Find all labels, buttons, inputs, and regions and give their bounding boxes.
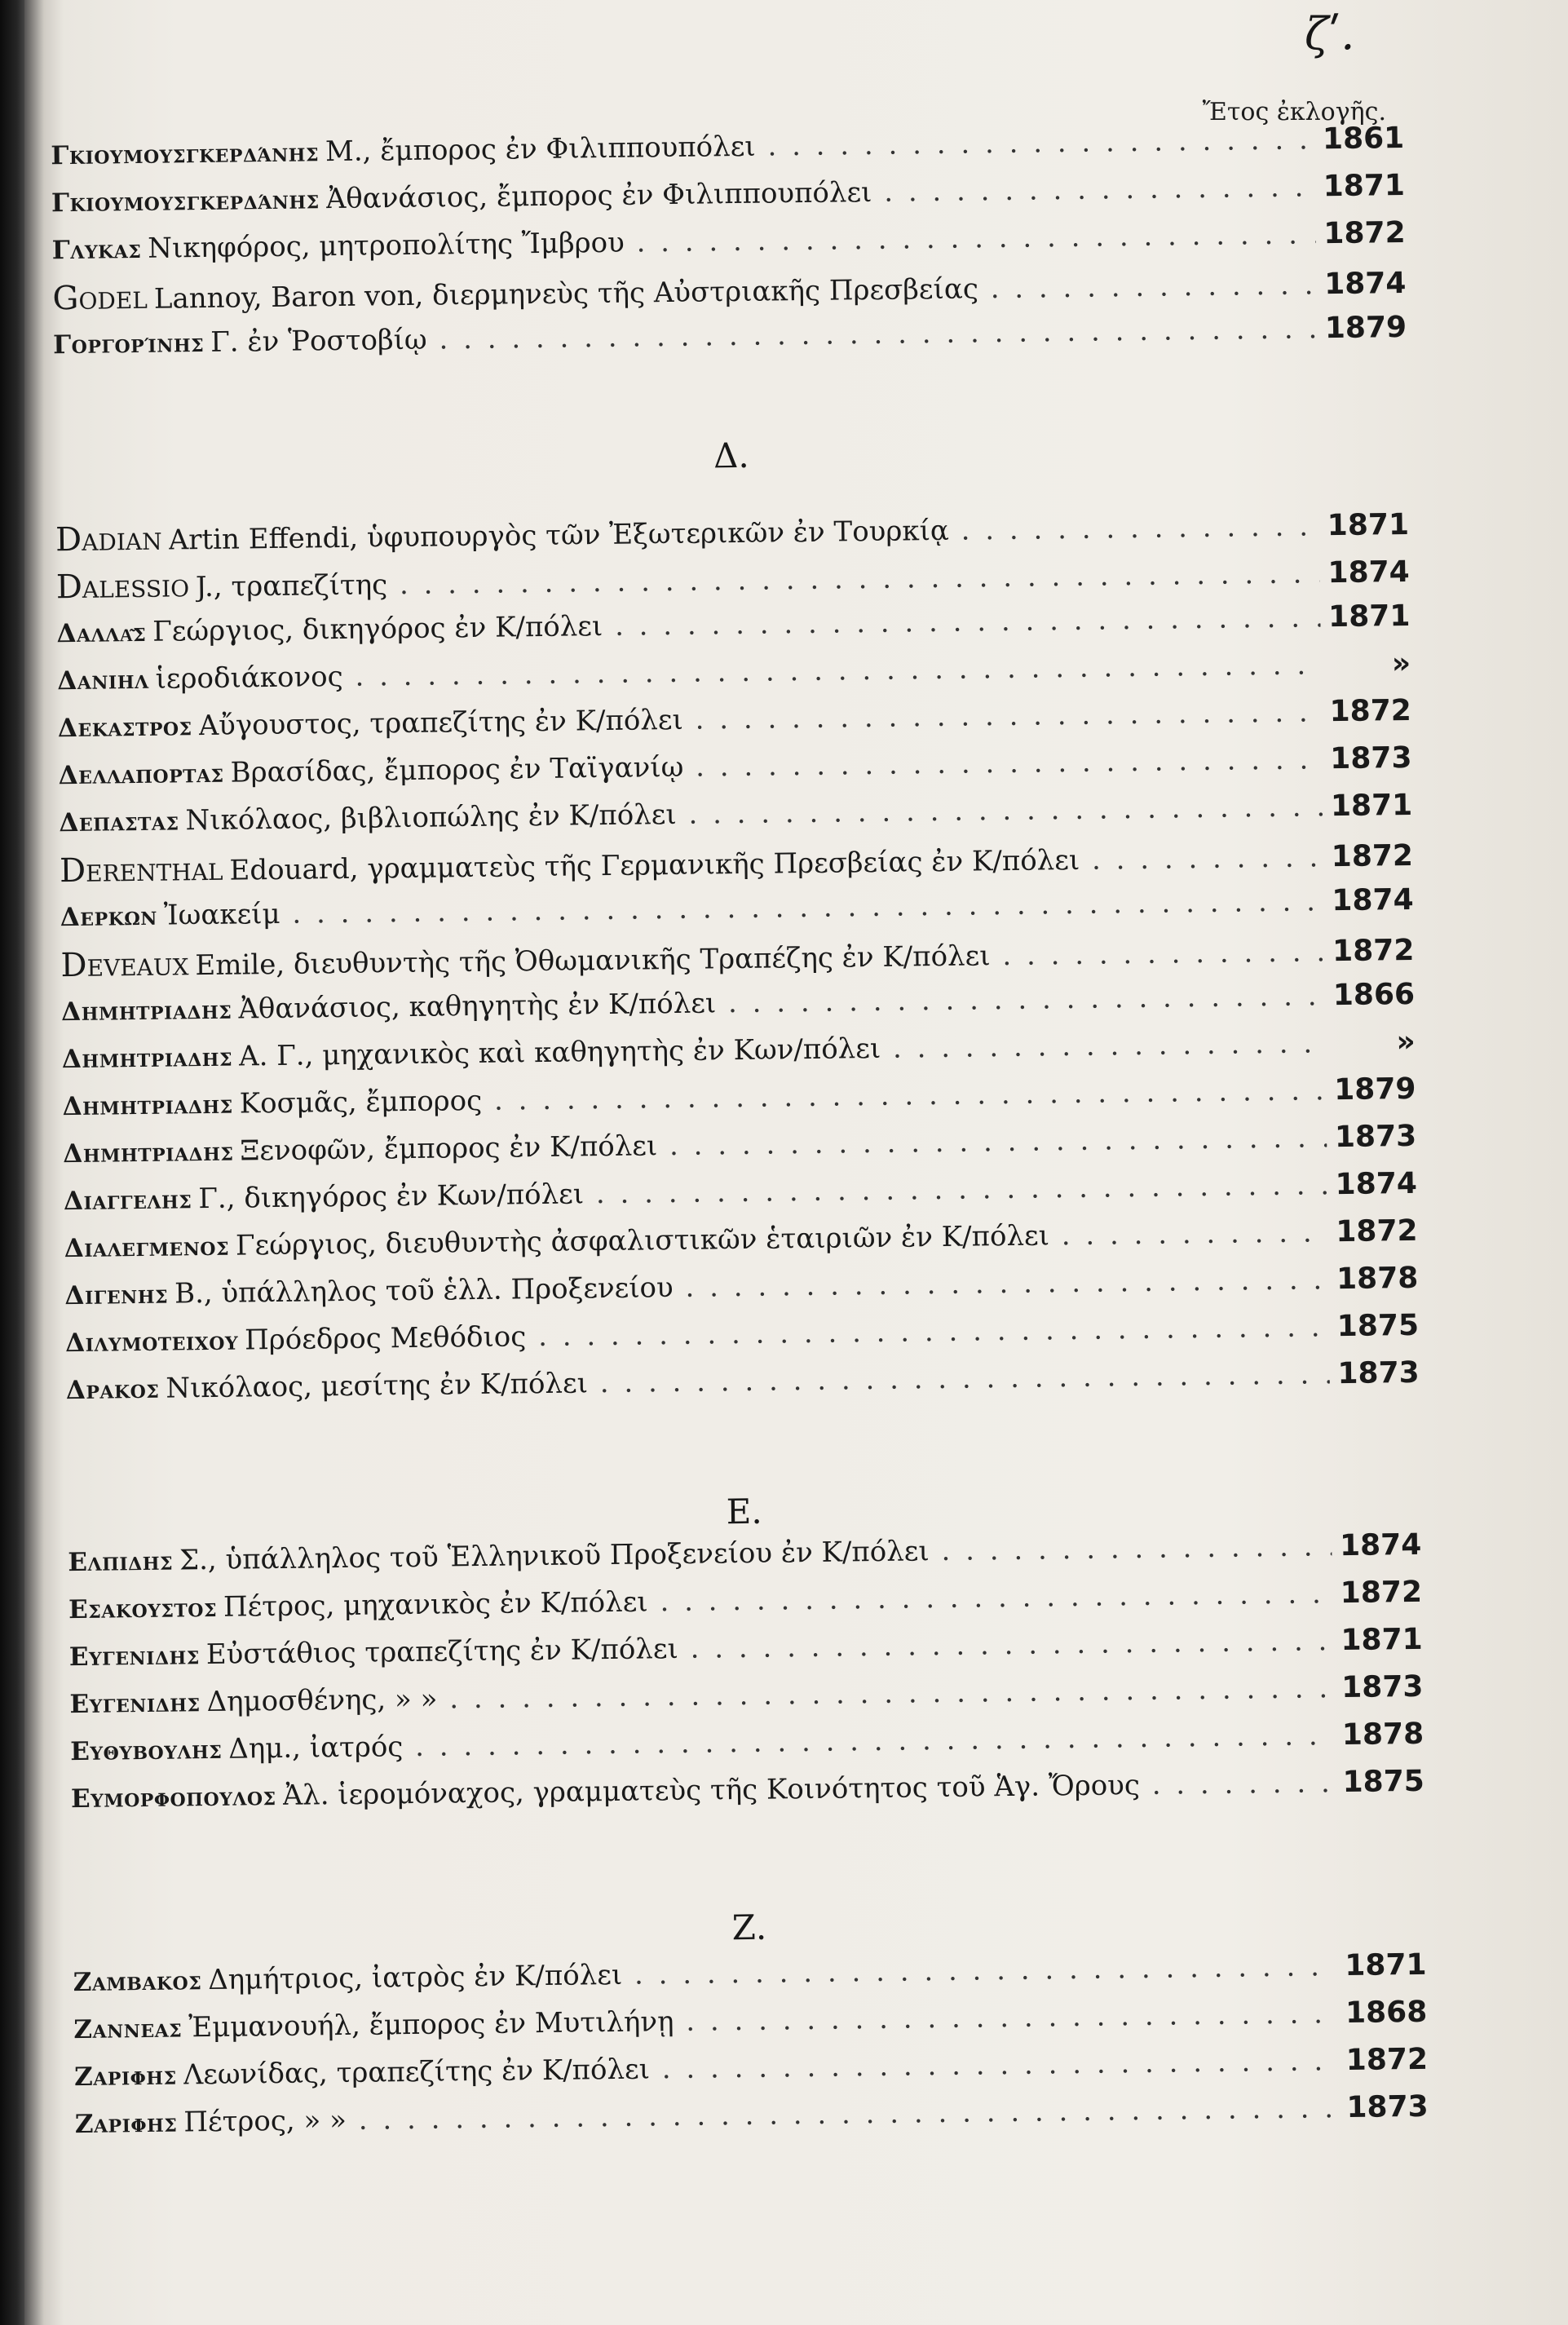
section-heading-zeta: Ζ.: [731, 1907, 767, 1948]
entry-surname: Ελπιδης: [68, 1546, 174, 1578]
entry-description: Ἰωακείμ . . .: [164, 885, 1324, 931]
entry-description: Δημοσθένης, » » . . .: [206, 1672, 1333, 1718]
entry-year: 1872: [1340, 1575, 1423, 1611]
entry-description: Δημ., ἰατρός . . .: [228, 1719, 1334, 1766]
section-gamma: [51, 122, 1407, 374]
entry-year: 1878: [1341, 1717, 1424, 1753]
entry-description: Αὔγουστος, τραπεζίτης ἐν Κ/πόλει . . .: [198, 696, 1322, 742]
entry-description: Ξενοφῶν, ἔμπορος ἐν Κ/πόλει . . .: [240, 1121, 1327, 1167]
entry-description: Emile, διευθυντὴς τῆς Ὀθωμανικῆς Τραπέζης ἐν Κ/πόλει . . .: [195, 935, 1324, 982]
entry-description: Νικηφόρος, μητροπολίτης Ἴμβρου . . .: [148, 218, 1316, 264]
entry-year: 1874: [1339, 1527, 1422, 1563]
entry-year: 1871: [1323, 168, 1406, 204]
entry-description: Ἀθανάσιος, καθηγητὴς ἐν Κ/πόλει . . .: [238, 979, 1325, 1025]
entry-description: Artin Effendi, ὑφυπουργὸς τῶν Ἐξωτερικῶν ἐν Τουρκίᾳ . . .: [168, 510, 1319, 556]
entry-year: »: [1391, 646, 1411, 681]
entry-year: 1873: [1337, 1355, 1420, 1391]
entry-year: 1874: [1327, 555, 1410, 590]
entry-description: Ἀλ. ἱερομόναχος, γραμματεὺς τῆς Κοινότητος τοῦ Ἁγ. Ὄρους . . .: [282, 1766, 1335, 1812]
entry-surname: Δρακος: [65, 1374, 160, 1406]
entry-year: 1871: [1327, 599, 1411, 634]
entry-description: Βρασίδας, ἔμπορος ἐν Ταϊγανίῳ . . .: [230, 743, 1322, 789]
entry-description: Σ., ὑπάλληλος τοῦ Ἑλληνικοῦ Προξενείου ἐν Κ/πόλει . . .: [179, 1530, 1332, 1576]
entry-description: Πέτρος, μηχανικὸς ἐν Κ/πόλει . . .: [223, 1577, 1332, 1624]
section-delta: [55, 505, 1420, 1420]
entry-year: 1874: [1335, 1166, 1418, 1202]
entry-surname: Ζαριφης: [73, 2061, 177, 2093]
entry-description: Β., ὑπάλληλος τοῦ ἑλλ. Προξενείου . . .: [174, 1263, 1329, 1310]
entry-year: 1872: [1345, 2042, 1429, 2078]
entry-surname: Δελλαπορτας: [58, 758, 224, 791]
entry-year: 1871: [1330, 788, 1413, 824]
entry-surname: Ζαριφης: [74, 2108, 178, 2140]
entry-year: 1861: [1322, 121, 1405, 157]
entry-surname: Διγενης: [64, 1280, 169, 1311]
section-zeta: [73, 1948, 1429, 2154]
entry-year: 1872: [1336, 1213, 1418, 1249]
entry-year: 1872: [1329, 693, 1412, 729]
entry-surname: Δημητριαδης: [60, 995, 232, 1028]
entry-year: 1874: [1332, 882, 1414, 918]
entry-surname: Ευγενιδης: [68, 1641, 201, 1673]
entry-year: 1871: [1341, 1622, 1423, 1658]
entry-year: 1866: [1332, 977, 1416, 1013]
entry-year: 1879: [1333, 1072, 1416, 1107]
entry-year: 1875: [1342, 1764, 1425, 1800]
entry-year: 1871: [1327, 507, 1410, 543]
entry-description: Γ. ἐν Ῥοστοβίῳ . . .: [210, 312, 1317, 359]
entry-description: ἱεροδιάκονος . . .: [155, 648, 1321, 695]
entry-year: 1873: [1334, 1119, 1417, 1155]
entry-description: Μ., ἔμπορος ἐν Φιλιππουπόλει . . .: [325, 123, 1315, 168]
entry-surname: Δεκαστρος: [57, 712, 192, 744]
entry-surname: Ευγενιδης: [69, 1688, 201, 1720]
entry-surname: Εσακουστος: [68, 1593, 218, 1625]
entry-year: 1872: [1331, 838, 1414, 874]
entry-year: 1879: [1324, 310, 1407, 346]
entry-surname: Δημητριαδης: [63, 1137, 234, 1169]
entry-surname: Dalessio: [55, 567, 190, 607]
entry-surname: Deveaux: [60, 945, 189, 985]
entry-surname: Ζαμβακος: [73, 1966, 202, 1998]
entry-surname: Δημητριαδης: [61, 1042, 233, 1075]
entry-surname: Dadian: [55, 519, 162, 559]
entry-surname: Διαγγελης: [63, 1185, 192, 1217]
entry-description: Γεώργιος, διευθυντὴς ἀσφαλιστικῶν ἑταιριῶν ἐν Κ/πόλει . . .: [236, 1216, 1328, 1262]
entry-description: J., τραπεζίτης . . .: [196, 557, 1320, 603]
entry-surname: Γκιουμουσγκερδάνης: [51, 185, 320, 219]
entry-description: Νικόλαος, μεσίτης ἐν Κ/πόλει . . .: [166, 1358, 1330, 1404]
entry-surname: Γλυκας: [51, 234, 142, 266]
entry-surname: Δεπαστας: [59, 807, 179, 838]
entry-description: Α. Γ., μηχανικὸς καὶ καθηγητὴς ἐν Κων/πόλει . . .: [239, 1027, 1326, 1072]
entry-year: 1872: [1332, 933, 1415, 969]
entry-year: 1873: [1330, 740, 1412, 776]
entry-year: 1872: [1323, 215, 1406, 251]
entry-year: 1871: [1345, 1947, 1427, 1983]
entry-description: Πρόεδρος Μεθόδιος . . .: [245, 1311, 1329, 1356]
entry-surname: Ευμορφοπουλος: [70, 1782, 276, 1814]
entry-description: Ἀθανάσιος, ἔμπορος ἐν Φιλιππουπόλει . . .: [325, 170, 1315, 215]
entry-description: Εὐστάθιος τραπεζίτης ἐν Κ/πόλει . . .: [206, 1624, 1333, 1671]
section-epsilon: [68, 1528, 1424, 1828]
entry-surname: Δερκων: [60, 901, 158, 933]
entry-description: Edouard, γραμματεὺς τῆς Γερμανικῆς Πρεσβείας ἐν Κ/πόλει . . .: [229, 841, 1323, 886]
entry-surname: Ζαννεας: [73, 2013, 183, 2045]
entry-year: 1878: [1336, 1261, 1419, 1297]
entry-year: 1868: [1345, 1995, 1428, 2031]
entry-surname: Δανιηλ: [56, 665, 149, 696]
entry-surname: Δαλλᾶς: [56, 617, 147, 649]
entry-description: Λεωνίδας, τραπεζίτης ἐν Κ/πόλει . . .: [183, 2044, 1338, 2091]
entry-surname: Γοργορίνης: [52, 328, 205, 360]
entry-description: Δημήτριος, ἰατρὸς ἐν Κ/πόλει . . .: [208, 1950, 1337, 1996]
entry-year: 1873: [1341, 1669, 1424, 1705]
section-heading-epsilon: Ε.: [726, 1491, 763, 1532]
year-column-header: Ἔτος ἐκλογῆς.: [1202, 98, 1386, 126]
entry-description: Γεώργιος, δικηγόρος ἐν Κ/πόλει . . .: [152, 601, 1321, 648]
entry-surname: Διαλεγμενος: [64, 1231, 230, 1264]
entry-year: 1873: [1346, 2089, 1429, 2125]
entry-description: Γ., δικηγόρος ἐν Κων/πόλει . . .: [198, 1169, 1327, 1215]
entry-surname: Derenthal: [59, 850, 223, 891]
page-folio: ζʹ.: [1305, 8, 1355, 60]
entry-surname: Ευθυβουλης: [70, 1735, 223, 1767]
entry-year: 1875: [1336, 1308, 1420, 1344]
entry-surname: Δημητριαδης: [62, 1090, 233, 1122]
entry-year: 1874: [1323, 266, 1407, 302]
entry-description: Νικόλαος, βιβλιοπώλης ἐν Κ/πόλει . . .: [185, 790, 1323, 837]
entry-description: Πέτρος, » » . . .: [183, 2092, 1339, 2138]
entry-year: »: [1396, 1024, 1416, 1059]
section-heading-delta: Δ.: [713, 435, 750, 476]
entry-description: Ἐμμανουήλ, ἔμπορος ἐν Μυτιλήνῃ . . .: [188, 1997, 1338, 2044]
entry-description: Lannoy, Baron von, διερμηνεὺς τῆς Αὐστριακῆς Πρεσβείας . . .: [154, 268, 1317, 315]
entry-surname: Διλυμοτειχου: [64, 1326, 239, 1359]
entry-surname: Γκιουμουσγκερδάνης: [51, 138, 320, 171]
entry-surname: Godel: [52, 278, 148, 318]
entry-description: Κοσμᾶς, ἔμπορος . . .: [239, 1074, 1326, 1120]
